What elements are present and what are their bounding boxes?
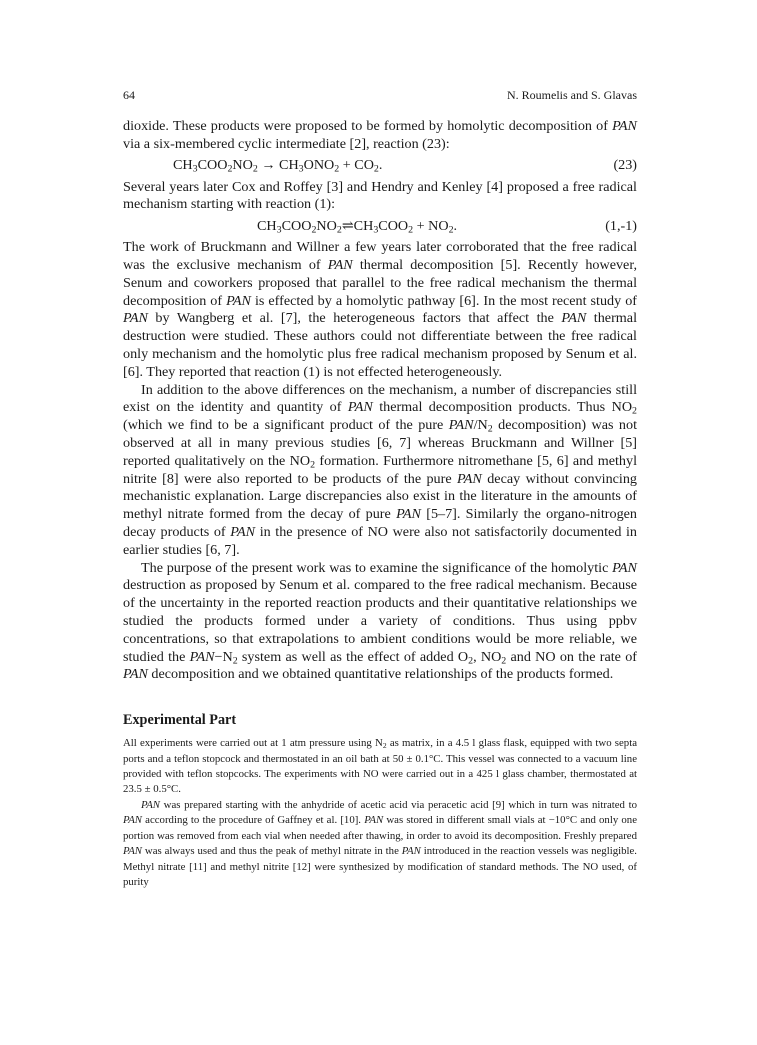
paragraph-6: All experiments were carried out at 1 atm pressure using $N_2$ as matrix, in a 4.5 l glass flask, equipped with two septa ports and a teflon stopcock and thermostated in an oil bath at 50 ± 0.1°C. This vessel was connected to a vacuum line provided with teflon stopcocks. The experiments with NO were carried out in a 425 l glass chamber, thermostated at 23.5 ± 0.5°C. [123, 737, 637, 796]
paragraph-5: The purpose of the present work was to examine the significance of the homolytic PAN destruction as proposed by Senum et al. compared to the free radical mechanism. Because of the uncertainty in the reported reaction products and their quantitative relationships we studied the products formed under a variety of conditions. Thus using ppbv concentrations, so that extrapolations to ambient conditions would be more reliable, we studied the $PAN-N_2$ system as well as the effect of added $O_2$, $NO_2$ and NO on the rate of PAN decomposition and we obtained quantitative relationships of the products formed. [123, 559, 637, 683]
equation-1 [123, 214, 637, 239]
equation-1-number: (1,-1) [605, 217, 637, 234]
equation-23-number: (23) [613, 157, 637, 174]
equation-23-formula: $CH_3COO_2NO_2 \to CH_3ONO_2 + CO_2$. [173, 157, 383, 175]
paper-page [123, 88, 637, 891]
body-text [123, 179, 637, 215]
body-text [123, 118, 637, 154]
paragraph-2: Several years later Cox and Roffey [3] and Hendry and Kenley [4] proposed a free radical mechanism starting with reaction (1): [123, 178, 637, 213]
equation-1-formula: $CH_3COO_2NO_2\rightleftharpoons CH_3COO_2 + NO_2$. [257, 217, 458, 236]
paragraph-3: The work of Bruckmann and Willner a few years later corroborated that the free radical was the exclusive mechanism of PAN thermal decomposition [5]. Recently however, Senum and coworkers proposed that parallel to the free radical mechanism the thermal decomposition of PAN is effected by a homolytic pathway [6]. In the most recent study of PAN by Wangberg et al. [7], the heterogeneous factors that affect the PAN thermal destruction were studied. These authors could not differentiate between the free radical only mechanism and the homolytic plus free radical mechanism proposed by Senum et al. [6]. They reported that reaction (1) is not effected heterogeneously. [123, 239, 637, 380]
experimental-text [123, 736, 637, 891]
page-number: 64 [123, 88, 135, 102]
section-heading: Experimental Part [123, 712, 237, 729]
paragraph-1: dioxide. These products were proposed to be formed by homolytic decomposition of PAN via a six-membered cyclic intermediate [2], reaction (23): [123, 118, 637, 152]
paragraph-4: In addition to the above differences on the mechanism, a number of discrepancies still exist on the identity and quantity of PAN thermal decomposition products. Thus $NO_2$ (which we find to be a significant product of the pure PAN/$N_2$ decomposition) was not observed at all in many previous studies [6, 7] whereas Bruckmann and Willner [5] reported qualitatively on the $NO_2$ formation. Furthermore nitromethane [5, 6] and methyl nitrite [8] were also reported to be products of the pure PAN decay without convincing mechanistic explanation. Large discrepancies also exist in the literature in the amounts of methyl nitrate formed from the decay of pure PAN [5–7]. Similarly the organo-nitrogen decay products of PAN in the presence of NO were also not satisfactorily documented in earlier studies [6, 7]. [123, 381, 637, 558]
body-text [123, 239, 637, 684]
paragraph-7: PAN was prepared starting with the anhydride of acetic acid via peracetic acid [9] which in turn was nitrated to PAN according to the procedure of Gaffney et al. [10]. PAN was stored in different small vials at −10°C and only one portion was removed from each vial when needed after thawing, in order to avoid its decomposition. Freshly prepared PAN was always used and thus the peak of methyl nitrate in the PAN introduced in the reaction vessels was negligible. Methyl nitrate [11] and methyl nitrite [12] were synthesized by modification of standard methods. The NO used, of purity [123, 798, 637, 889]
running-header [123, 88, 637, 118]
running-title: N. Roumelis and S. Glavas [507, 88, 637, 102]
equation-23 [123, 154, 637, 179]
